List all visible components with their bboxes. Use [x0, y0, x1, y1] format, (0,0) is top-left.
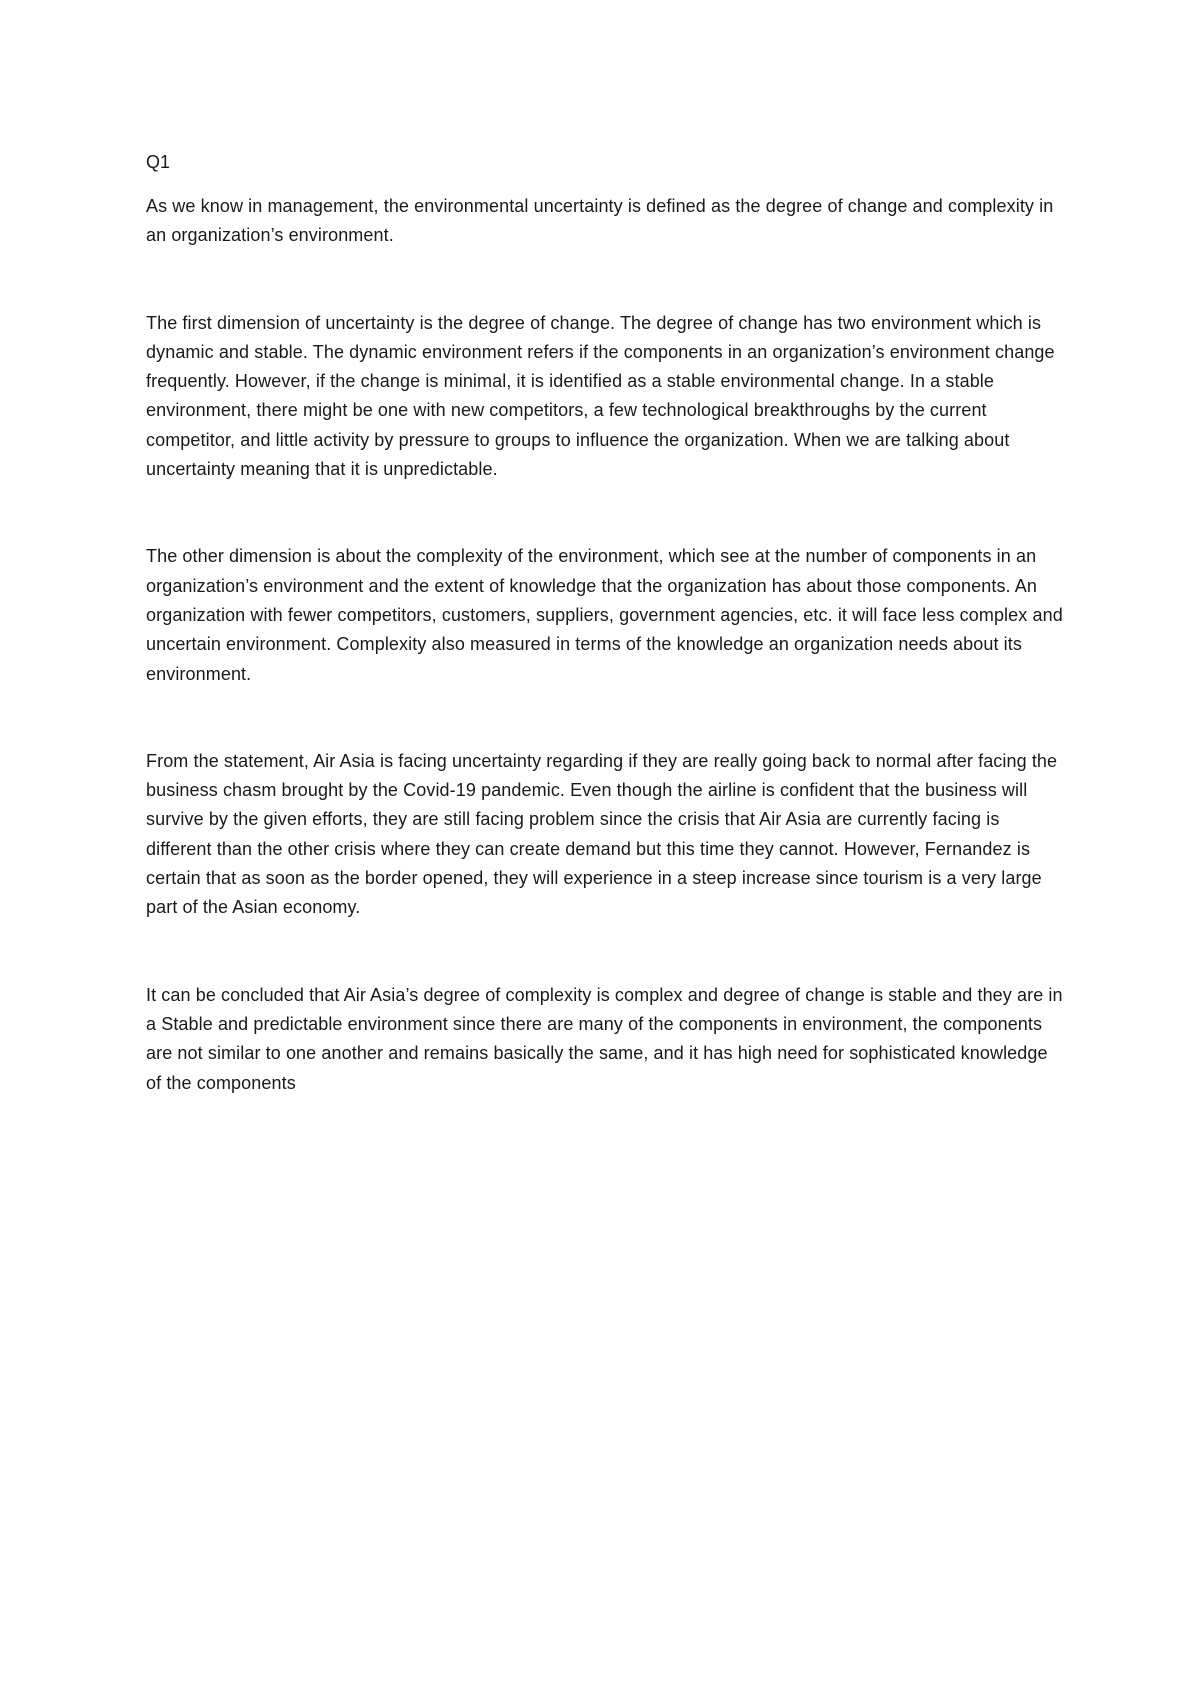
question-heading: Q1 [146, 152, 171, 172]
paragraph-conclusion: It can be concluded that Air Asia’s degree of complexity is complex and degree of change is stable and they are in a Stable and predictable environment since there are many of the components in environment, the components are not similar to one another and remains basically the same, and it has high need for sophisticated knowledge of the components [146, 984, 1063, 1093]
paragraph-complexity: The other dimension is about the complexity of the environment, which see at the number of components in an organization’s environment and the extent of knowledge that the organization has about those components. An organization with fewer competitors, customers, suppliers, government agencies, etc. it will face less complex and uncertain environment. Complexity also measured in terms of the knowledge an organization needs about its environment. [146, 546, 1063, 684]
paragraph-degree-of-change: The first dimension of uncertainty is the degree of change. The degree of change has two environment which is dynamic and stable. The dynamic environment refers if the components in an organization’s environment change frequently. However, if the change is minimal, it is identified as a stable environmental change. In a stable environment, there might be one with new competitors, a few technological breakthroughs by the current competitor, and little activity by pressure to groups to influence the organization. When we are talking about uncertainty meaning that it is unpredictable. [146, 312, 1055, 480]
paragraph-air-asia-statement: From the statement, Air Asia is facing uncertainty regarding if they are really going back to normal after facing the business chasm brought by the Covid-19 pandemic. Even though the airline is confident that the business will survive by the given efforts, they are still facing problem since the crisis that Air Asia are currently facing is different than the other crisis where they can create demand but this time they cannot. However, Fernandez is certain that as soon as the border opened, they will experience in a steep increase since tourism is a very large part of the Asian economy. [146, 750, 1058, 918]
paragraph-definition: As we know in management, the environmental uncertainty is defined as the degree of change and complexity in an organization’s environment. [146, 196, 1054, 246]
document-body [146, 148, 1066, 1098]
